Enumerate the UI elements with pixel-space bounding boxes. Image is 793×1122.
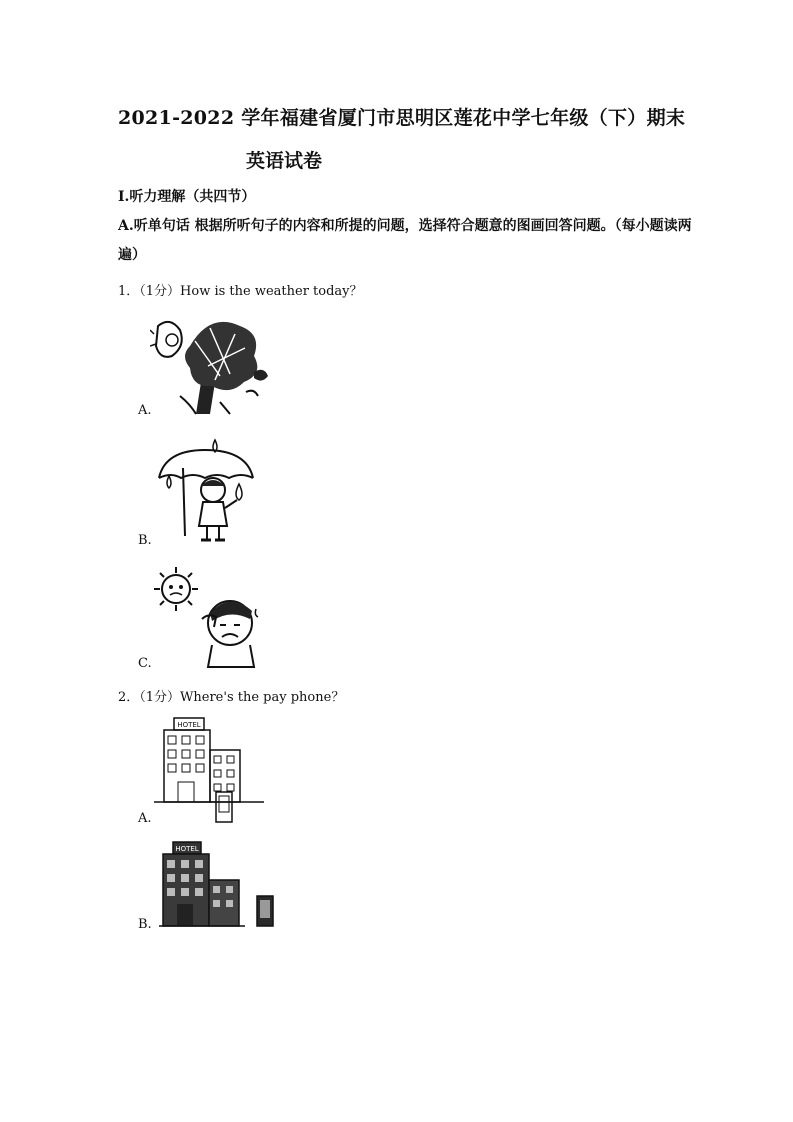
hotel-phone-booth-picture	[152, 716, 267, 824]
question-1-option-a-label[interactable]: A.	[138, 403, 152, 418]
hotel-sign-a: HOTEL	[177, 721, 201, 729]
hotel-sign-b: HOTEL	[175, 845, 199, 853]
section-heading: Ⅰ.听力理解（共四节）	[118, 189, 256, 205]
question-2-option-b-label[interactable]: B.	[138, 917, 152, 932]
hotel-phone-booth-picture-dark	[155, 840, 280, 932]
question-2-stem: 2．（1分）Where's the pay phone？	[118, 690, 345, 705]
windy-tree-picture	[150, 316, 280, 416]
girl-umbrella-rain-picture	[155, 436, 265, 546]
sun-hot-boy-picture	[150, 563, 270, 673]
instruction-text: A.听单句话 根据所听句子的内容和所提的问题，选择符合题意的图画回答问题。（每小题读两遍）	[118, 218, 692, 263]
question-1-option-c-label[interactable]: C.	[138, 656, 152, 671]
question-1-option-b-label[interactable]: B.	[138, 533, 152, 548]
exam-title-line1: 2021-2022 学年福建省厦门市思明区莲花中学七年级（下）期末	[118, 107, 686, 129]
exam-title-line2: 英语试卷	[246, 150, 323, 172]
question-2-option-a-label[interactable]: A.	[138, 811, 152, 826]
question-1-stem: 1．（1分）How is the weather today？	[118, 284, 363, 299]
